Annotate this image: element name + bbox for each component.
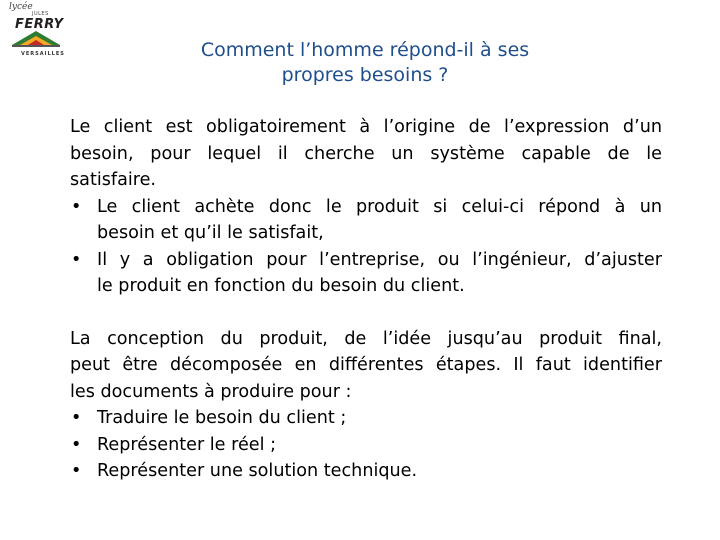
bullet-icon: • [71, 196, 82, 217]
p2-bullet-2 [70, 432, 662, 459]
p1-bullet-1 [70, 194, 662, 247]
p2-line-3: les documents à produire pour : [70, 381, 352, 402]
p2-bullet-1 [70, 405, 662, 432]
bullet-icon: • [71, 249, 82, 270]
p2-line-2: peut être décomposée en différentes étapes. Il faut identifier [70, 355, 662, 375]
p1-bullet-2-line-1: Il y a obligation pour l’entreprise, ou l’ingénieur, d’ajuster [97, 249, 662, 270]
logo-text-ferry: FERRY [15, 17, 64, 32]
p2-bullet-3-text: Représenter une solution technique. [97, 461, 418, 481]
logo-text-versailles: VERSAILLES [21, 51, 65, 57]
p1-line-3: satisfaire. [70, 170, 157, 190]
slide-body [70, 114, 662, 485]
p2-line-1: La conception du produit, de l’idée jusqu’au produit final, [70, 328, 662, 349]
title-line-1: Comment l’homme répond-il à ses [200, 39, 530, 61]
p2-bullet-3 [70, 458, 662, 485]
p1-bullet-2-line-2: le produit en fonction du besoin du client. [97, 276, 465, 296]
logo-text-lycee: lycée [9, 2, 33, 12]
p1-bullet-1-line-2: besoin et qu’il le satisfait, [97, 223, 324, 243]
logo-text-jules: JULES [32, 11, 49, 17]
bullet-icon: • [71, 461, 82, 481]
paragraph-gap [70, 300, 662, 326]
p2-bullet-2-text: Représenter le réel ; [97, 434, 276, 455]
title-line-2: propres besoins ? [281, 64, 449, 86]
p2-bullet-1-text: Traduire le besoin du client ; [97, 408, 347, 428]
p1-bullet-1-line-1: Le client achète donc le produit si celui-ci répond à un [97, 196, 662, 217]
slide-title [150, 38, 580, 88]
bullet-icon: • [71, 408, 82, 428]
logo-emblem-icon [6, 27, 66, 51]
p1-bullet-2 [70, 247, 662, 300]
p1-line-1: Le client est obligatoirement à l’origine de l’expression d’un [70, 117, 662, 137]
p1-line-2: besoin, pour lequel il cherche un système capable de le [70, 143, 662, 164]
school-logo [6, 0, 66, 62]
bullet-icon: • [71, 434, 82, 455]
